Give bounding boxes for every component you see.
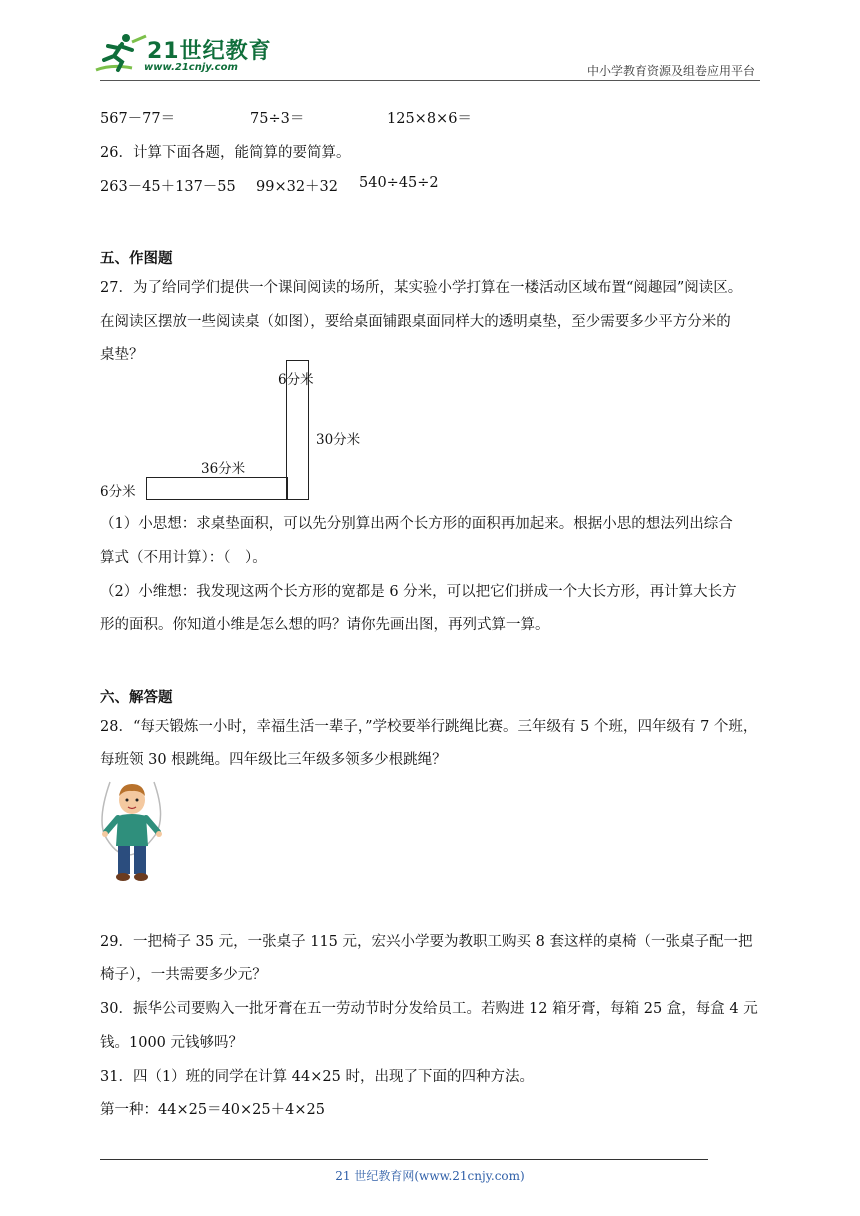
runner-logo-icon (92, 30, 148, 76)
q27-line-2: 在阅读区摆放一些阅读桌（如图），要给桌面铺跟桌面同样大的透明桌垫，至少需要多少平方分米的 (100, 314, 731, 330)
logo-text: 21世纪教育 (147, 39, 272, 64)
footer-divider (100, 1159, 708, 1160)
q26-item-3: 540÷45÷2 (359, 175, 439, 191)
q28-line-2: 每班领 30 根跳绳。四年级比三年级多领多少根跳绳？ (100, 752, 447, 768)
q25-item-3: 125×8×6＝ (387, 111, 472, 127)
site-logo (92, 30, 272, 80)
section-6-title: 六、解答题 (100, 690, 173, 706)
footer-link[interactable]: 21 世纪教育网(www.21cnjy.com) (335, 1169, 525, 1183)
label-top-width: 6分米 (278, 372, 314, 388)
logo-url: www.21cnjy.com (144, 62, 238, 73)
label-vertical-length: 30分米 (316, 432, 361, 448)
jump-rope-kid-illustration (96, 776, 170, 884)
section-5-title: 五、作图题 (100, 251, 173, 267)
label-horizontal-length: 36分米 (201, 461, 246, 477)
q30-line-1: 30．振华公司要购入一批牙膏在五一劳动节时分发给员工。若购进 12 箱牙膏，每箱 25 盒，每盒 4 元 (100, 1001, 758, 1017)
q27-sub1-line-2: 算式（不用计算）：（ ）。 (100, 550, 267, 566)
label-left-width: 6分米 (100, 484, 136, 500)
q31-line-1: 31．四（1）班的同学在计算 44×25 时，出现了下面的四种方法。 (100, 1069, 534, 1085)
q31-line-2: 第一种：44×25＝40×25＋4×25 (100, 1102, 325, 1118)
q27-sub2-line-1: （2）小维想：我发现这两个长方形的宽都是 6 分米，可以把它们拼成一个大长方形，再计算大长方 (100, 584, 737, 600)
q27-sub1-line-1: （1）小思想：求桌垫面积，可以先分别算出两个长方形的面积再加起来。根据小思的想法列出综合 (100, 516, 733, 532)
q27-line-3: 桌垫？ (100, 347, 144, 363)
q25-item-2: 75÷3＝ (250, 111, 305, 127)
q27-line-1: 27．为了给同学们提供一个课间阅读的场所，某实验小学打算在一楼活动区域布置“阅趣园”阅读区。 (100, 280, 743, 296)
q26-item-2: 99×32＋32 (256, 179, 339, 195)
desk-figure (90, 360, 380, 510)
q26-stem: 26．计算下面各题，能简算的要简算。 (100, 145, 351, 161)
q25-item-1: 567－77＝ (100, 111, 176, 127)
q29-line-1: 29．一把椅子 35 元，一张桌子 115 元，宏兴小学要为教职工购买 8 套这样的桌椅（一张桌子配一把 (100, 934, 753, 950)
header-divider (100, 80, 760, 81)
horizontal-desk-rect (146, 477, 288, 500)
q30-line-2: 钱。1000 元钱够吗？ (100, 1035, 244, 1051)
q26-item-1: 263－45＋137－55 (100, 179, 236, 195)
q28-line-1: 28．“每天锻炼一小时，幸福生活一辈子，”学校要举行跳绳比赛。三年级有 5 个班，四年级有 7 个班， (100, 719, 758, 735)
header-tagline: 中小学教育资源及组卷应用平台 (586, 64, 755, 78)
q27-sub2-line-2: 形的面积。你知道小维是怎么想的吗？请你先画出图，再列式算一算。 (100, 617, 550, 633)
q29-line-2: 椅子），一共需要多少元？ (100, 967, 267, 983)
